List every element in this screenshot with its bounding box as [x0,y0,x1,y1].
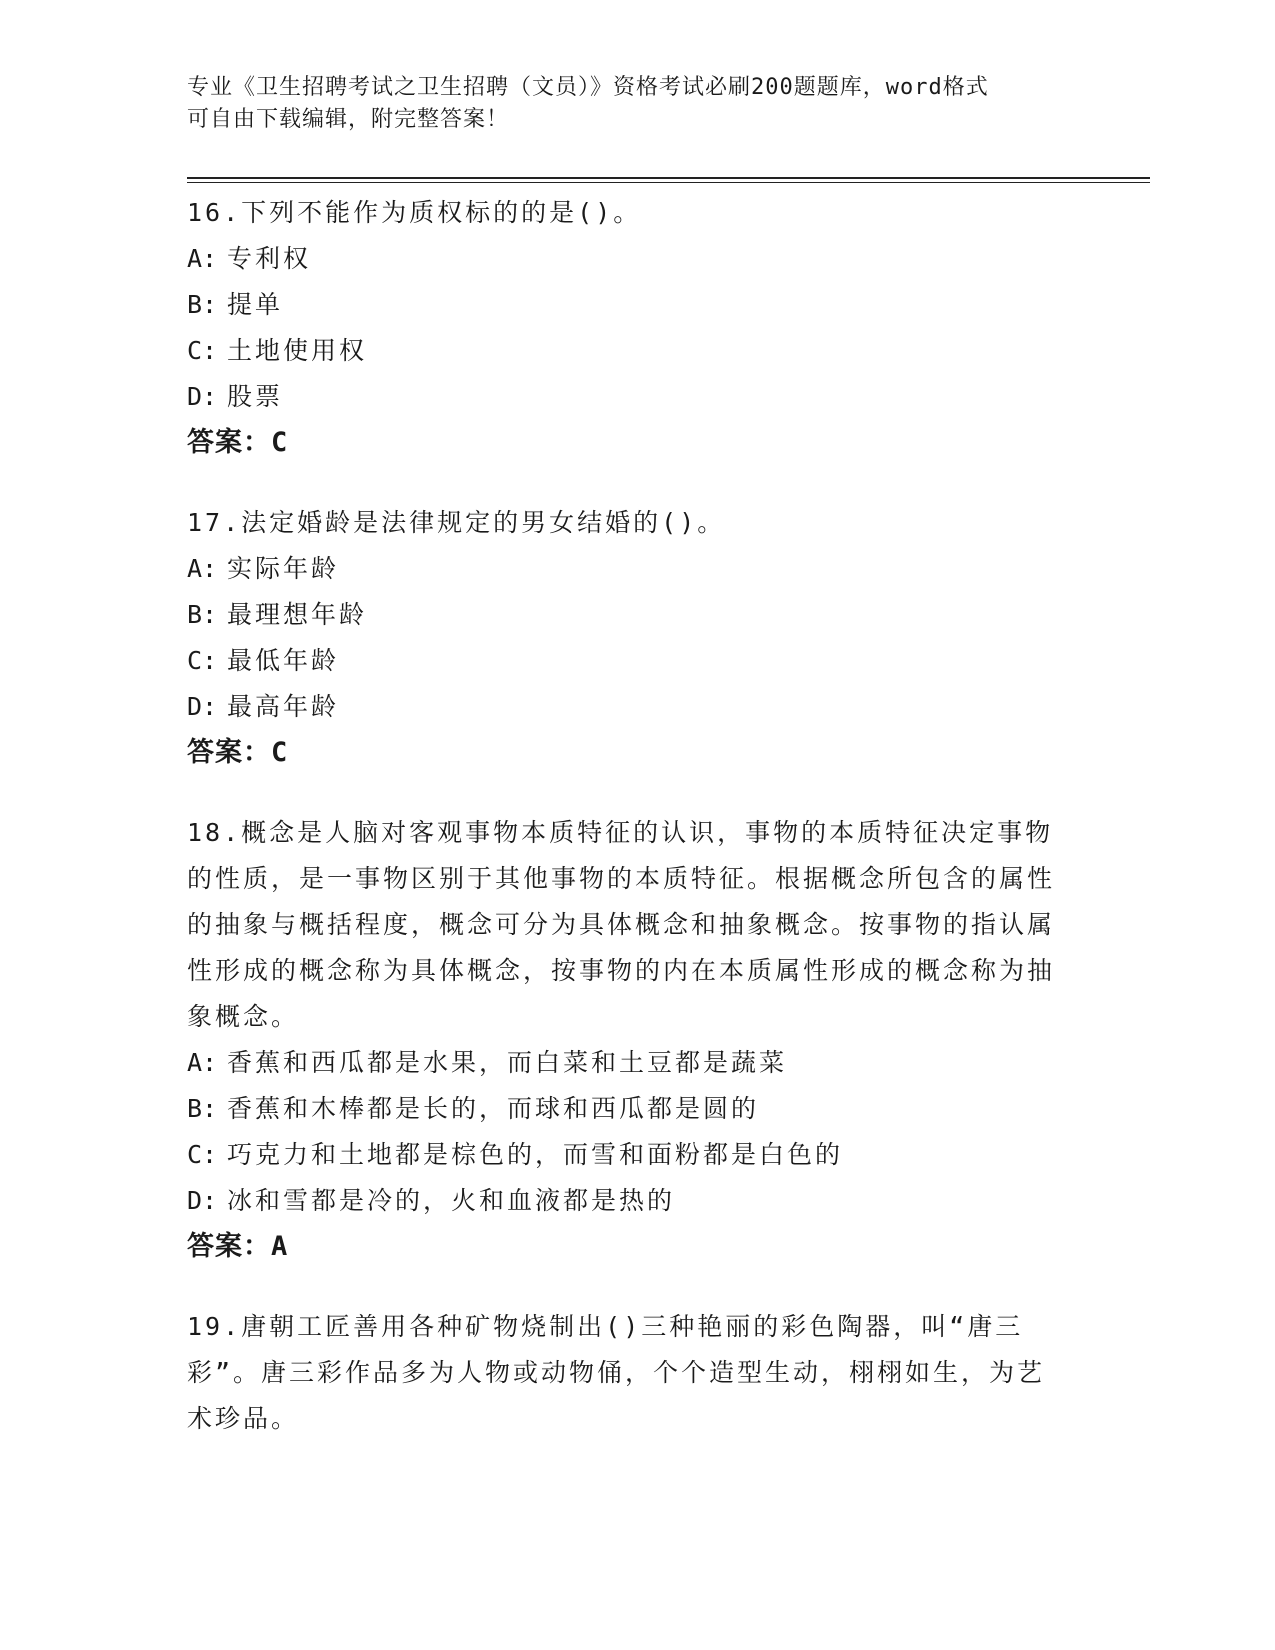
header-line-1: 专业《卫生招聘考试之卫生招聘（文员）》资格考试必刷200题题库，word格式 [187,75,989,100]
option-text: 最理想年龄 [227,600,368,629]
question-stem: 18.概念是人脑对客观事物本质特征的认识，事物的本质特征决定事物的性质，是一事物区别于其他事物的本质特征。根据概念所包含的属性的抽象与概括程度，概念可分为具体概念和抽象概念。按事物的指认属性形成的概念称为具体概念，按事物的内在本质属性形成的概念称为抽象概念。 [187,818,1056,1031]
option-text: 实际年龄 [227,554,340,583]
option-letter: C: [187,646,218,675]
option-letter: B: [187,600,218,629]
option-d [187,684,1067,730]
option-text: 最低年龄 [227,646,340,675]
question-stem: 19.唐朝工匠善用各种矿物烧制出()三种艳丽的彩色陶器，叫“唐三彩”。唐三彩作品多为人物或动物俑，个个造型生动，栩栩如生，为艺术珍品。 [187,1312,1046,1433]
option-letter: D: [187,382,218,411]
option-letter: C: [187,1140,218,1169]
question-19 [187,1304,1067,1442]
option-letter: D: [187,692,218,721]
document-header [187,72,1067,136]
answer-line: 答案：A [187,1231,289,1262]
question-stem: 16.下列不能作为质权标的的是()。 [187,198,642,227]
question-list [187,190,1067,1476]
option-text: 提单 [227,290,284,319]
option-letter: B: [187,1094,218,1123]
header-divider-thick [187,177,1150,179]
option-text: 专利权 [227,244,312,273]
option-text: 冰和雪都是冷的，火和血液都是热的 [227,1186,676,1215]
option-c [187,1132,1067,1178]
question-16 [187,190,1067,466]
option-text: 巧克力和土地都是棕色的，而雪和面粉都是白色的 [227,1140,844,1169]
option-text: 最高年龄 [227,692,340,721]
option-letter: A: [187,1048,218,1077]
option-text: 香蕉和西瓜都是水果，而白菜和土豆都是蔬菜 [227,1048,788,1077]
option-d [187,1178,1067,1224]
option-c [187,328,1067,374]
option-b [187,282,1067,328]
option-a [187,236,1067,282]
option-a [187,546,1067,592]
option-a [187,1040,1067,1086]
option-text: 土地使用权 [227,336,368,365]
option-b [187,592,1067,638]
option-letter: A: [187,244,218,273]
option-text: 香蕉和木棒都是长的，而球和西瓜都是圆的 [227,1094,760,1123]
option-text: 股票 [227,382,284,411]
question-17 [187,500,1067,776]
header-divider-thin [187,182,1150,183]
option-letter: A: [187,554,218,583]
option-c [187,638,1067,684]
option-d [187,374,1067,420]
answer-line: 答案：C [187,737,289,768]
option-letter: D: [187,1186,218,1215]
header-line-2: 可自由下载编辑，附完整答案！ [187,107,510,132]
option-letter: C: [187,336,218,365]
answer-line: 答案：C [187,427,289,458]
question-stem: 17.法定婚龄是法律规定的男女结婚的()。 [187,508,726,537]
question-18 [187,810,1067,1270]
option-letter: B: [187,290,218,319]
option-b [187,1086,1067,1132]
